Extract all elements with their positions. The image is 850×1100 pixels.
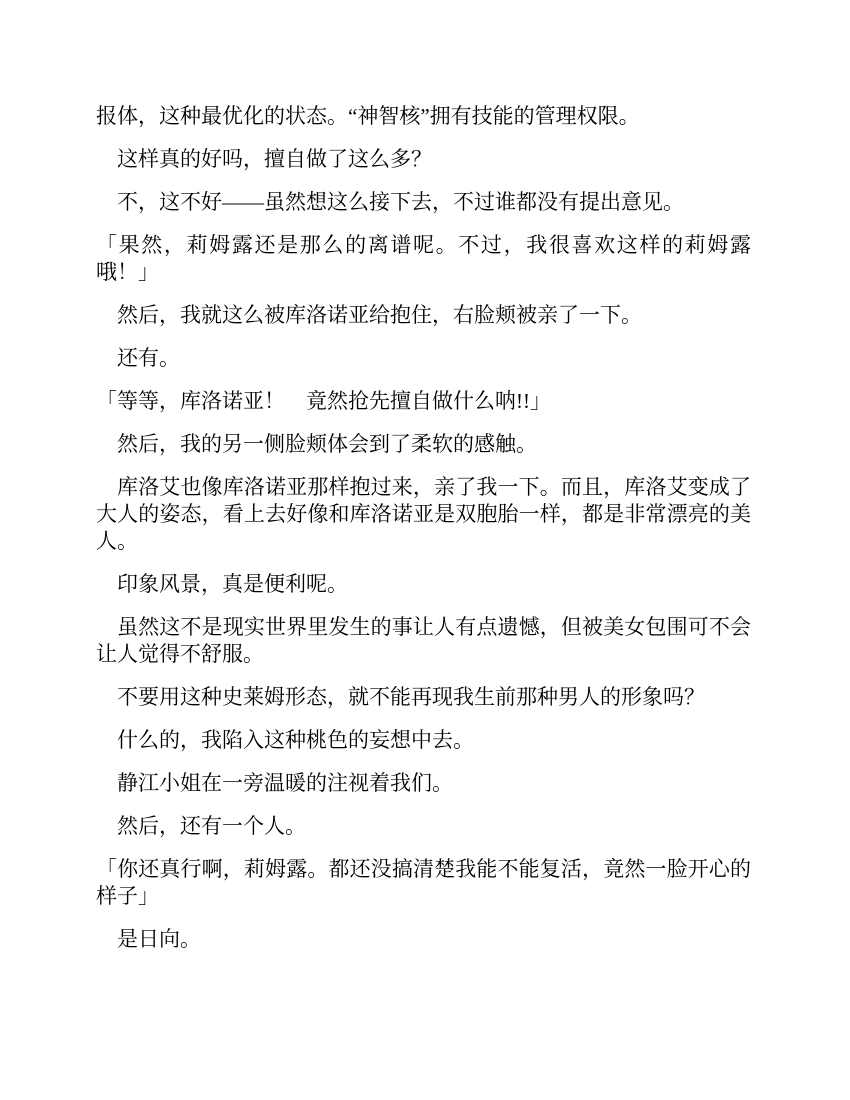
- paragraph: 这样真的好吗，擅自做了这么多？: [117, 147, 432, 171]
- paragraph: 报体，这种最优化的状态。“神智核”拥有技能的管理权限。: [96, 104, 640, 128]
- paragraph: 印象风景，真是便利呢。: [117, 572, 348, 596]
- paragraph: 静江小姐在一旁温暖的注视着我们。: [117, 771, 453, 795]
- paragraph: 虽然这不是现实世界里发生的事让人有点遗憾，但被美女包围可不会让人觉得不舒服。: [96, 615, 751, 666]
- paragraph: 什么的，我陷入这种桃色的妄想中去。: [117, 728, 474, 752]
- paragraph-dialogue: 「等等，库洛诺亚！ 竟然抢先擅自做什么呐!!」: [96, 389, 551, 413]
- paragraph: 还有。: [117, 346, 180, 370]
- paragraph: 然后，还有一个人。: [117, 814, 306, 838]
- paragraph-dialogue: 「果然，莉姆露还是那么的离谱呢。不过，我很喜欢这样的莉姆露哦！」: [96, 233, 751, 284]
- paragraph-dialogue: 「你还真行啊，莉姆露。都还没搞清楚我能不能复活，竟然一脸开心的样子」: [96, 857, 751, 908]
- paragraph: 然后，我的另一侧脸颊体会到了柔软的感触。: [117, 432, 537, 456]
- paragraph: 然后，我就这么被库洛诺亚给抱住，右脸颊被亲了一下。: [117, 303, 642, 327]
- paragraph: 不，这不好——虽然想这么接下去，不过谁都没有提出意见。: [117, 190, 684, 214]
- paragraph: 不要用这种史莱姆形态，就不能再现我生前那种男人的形象吗？: [117, 685, 705, 709]
- paragraph: 库洛艾也像库洛诺亚那样抱过来，亲了我一下。而且，库洛艾变成了大人的姿态，看上去好像和库洛诺亚是双胞胎一样，都是非常漂亮的美人。: [96, 475, 751, 553]
- text-block: [96, 103, 751, 969]
- paragraph: 是日向。: [117, 927, 201, 951]
